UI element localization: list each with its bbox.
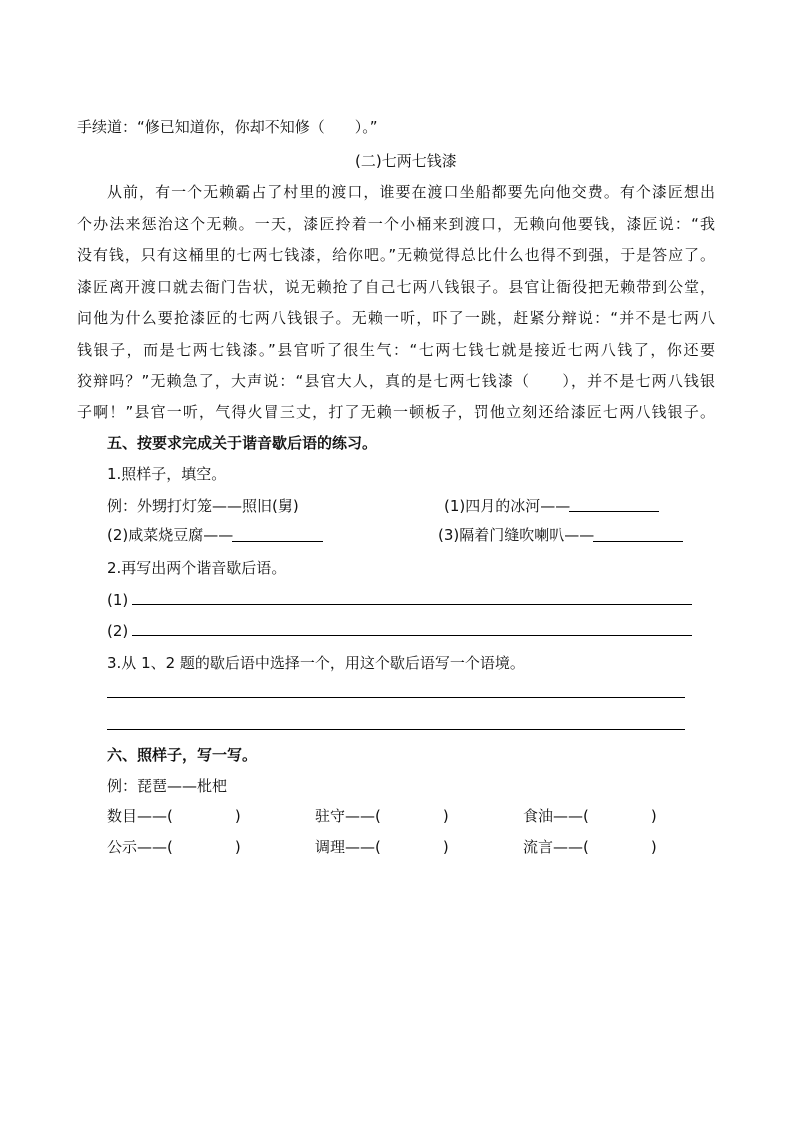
story-line: 问他为什么要抢漆匠的七两八钱银子。无赖一听，吓了一跳，赶紧分辩说：“并不是七两八: [77, 309, 715, 327]
word-pair-close: ): [442, 807, 449, 825]
word-pair-close: ): [650, 838, 657, 856]
story-line: 狡辩吗？”无赖急了，大声说：“县官大人，真的是七两七钱漆（ ），并不是七两八钱银: [77, 372, 715, 390]
story-line: 个办法来惩治这个无赖。一天，漆匠拎着一个小桶来到渡口，无赖向他要钱，漆匠说：“我: [77, 215, 715, 233]
q2-item-2: (2): [107, 622, 129, 640]
word-pair-close: ): [234, 838, 241, 856]
story-line: 钱银子，而是七两七钱漆。”县官听了很生气：“七两七钱七就是接近七两八钱了，你还要: [77, 341, 715, 359]
word-pair-item[interactable]: [315, 807, 449, 825]
word-pair-item[interactable]: [523, 838, 657, 856]
q1-item-3: (3)隔着门缝吹喇叭——: [438, 526, 595, 544]
q3-answer-line-2[interactable]: [107, 729, 685, 730]
word-pair-close: ): [234, 807, 241, 825]
q2-prompt: 2.再写出两个谐音歇后语。: [107, 559, 287, 577]
q1-example: 例：外甥打灯笼——照旧(舅): [107, 497, 299, 515]
q2-item-1-answer-line[interactable]: [132, 604, 692, 605]
q3-prompt: 3.从 1、2 题的歇后语中选择一个，用这个歇后语写一个语境。: [107, 654, 525, 672]
story-title: (二)七两七钱漆: [355, 152, 457, 170]
section6-heading: 六、照样子，写一写。: [107, 746, 258, 764]
q1-prompt: 1.照样子，填空。: [107, 465, 227, 483]
word-pair-item[interactable]: [107, 838, 241, 856]
section5-heading: 五、按要求完成关于谐音歇后语的练习。: [107, 434, 378, 452]
story-line: 从前，有一个无赖霸占了村里的渡口，谁要在渡口坐船都要先向他交费。有个漆匠想出: [107, 183, 715, 201]
word-pair-prompt: 调理——(: [315, 838, 381, 856]
q2-item-1: (1): [107, 591, 129, 609]
q3-answer-line-1[interactable]: [107, 697, 685, 698]
word-pair-item[interactable]: [315, 838, 449, 856]
q2-item-2-answer-line[interactable]: [132, 635, 692, 636]
story-line: 没有钱，只有这桶里的七两七钱漆，给你吧。”无赖觉得总比什么也得不到强，于是答应了。: [77, 246, 715, 264]
q1-item-2: (2)咸菜烧豆腐——: [107, 526, 234, 544]
word-pair-prompt: 食油——(: [523, 807, 589, 825]
top-line: 手续道：“修已知道你，你却不知修（ ）。”: [77, 118, 378, 136]
word-pair-prompt: 公示——(: [107, 838, 173, 856]
word-pair-prompt: 驻守——(: [315, 807, 381, 825]
word-pair-close: ): [442, 838, 449, 856]
story-line: 子啊！”县官一听，气得火冒三丈，打了无赖一顿板子，罚他立刻还给漆匠七两八钱银子。: [77, 403, 715, 421]
q1-item-1-answer-line[interactable]: [569, 511, 659, 512]
word-pair-prompt: 流言——(: [523, 838, 589, 856]
word-pair-prompt: 数目——(: [107, 807, 173, 825]
word-pair-item[interactable]: [523, 807, 657, 825]
q1-item-3-answer-line[interactable]: [593, 541, 683, 542]
story-line: 漆匠离开渡口就去衙门告状，说无赖抢了自己七两八钱银子。县官让衙役把无赖带到公堂，: [77, 278, 715, 296]
word-pair-item[interactable]: [107, 807, 241, 825]
section6-example: 例：琵琶——枇杷: [107, 777, 228, 795]
q1-item-1: (1)四月的冰河——: [444, 497, 571, 515]
word-pair-close: ): [650, 807, 657, 825]
q1-item-2-answer-line[interactable]: [232, 541, 323, 542]
